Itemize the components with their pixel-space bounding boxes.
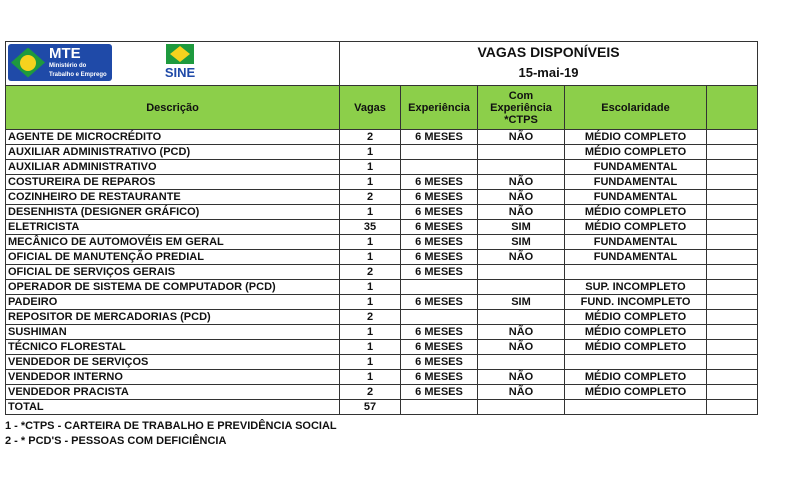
table-row — [6, 220, 758, 235]
row-vagas: 1 — [340, 145, 401, 160]
row-experiencia: 6 MESES — [401, 235, 478, 250]
row-escolaridade: MÉDIO COMPLETO — [565, 370, 707, 385]
row-empty — [707, 160, 758, 175]
row-experiencia: 6 MESES — [401, 265, 478, 280]
row-descricao: SUSHIMAN — [6, 325, 340, 340]
row-escolaridade: FUND. INCOMPLETO — [565, 295, 707, 310]
row-empty — [707, 295, 758, 310]
col-header-empty — [707, 86, 758, 130]
row-escolaridade: MÉDIO COMPLETO — [565, 145, 707, 160]
row-vagas: 1 — [340, 355, 401, 370]
row-empty — [707, 145, 758, 160]
row-descricao: OPERADOR DE SISTEMA DE COMPUTADOR (PCD) — [6, 280, 340, 295]
row-vagas: 1 — [340, 205, 401, 220]
row-vagas: 2 — [340, 130, 401, 145]
date-label: 15-mai-19 — [518, 65, 579, 80]
table-body — [6, 130, 758, 400]
footnotes — [5, 419, 337, 449]
row-escolaridade: MÉDIO COMPLETO — [565, 220, 707, 235]
row-descricao: AGENTE DE MICROCRÉDITO — [6, 130, 340, 145]
row-experiencia: 6 MESES — [401, 175, 478, 190]
vacancies-table — [5, 41, 758, 415]
row-descricao: AUXILIAR ADMINISTRATIVO (PCD) — [6, 145, 340, 160]
table-row — [6, 250, 758, 265]
row-vagas: 1 — [340, 175, 401, 190]
row-empty — [707, 190, 758, 205]
logo-cell — [6, 42, 340, 86]
table-row — [6, 385, 758, 400]
row-descricao: COZINHEIRO DE RESTAURANTE — [6, 190, 340, 205]
row-escolaridade: MÉDIO COMPLETO — [565, 340, 707, 355]
table-row — [6, 370, 758, 385]
row-descricao: DESENHISTA (DESIGNER GRÁFICO) — [6, 205, 340, 220]
row-vagas: 2 — [340, 310, 401, 325]
title-cell — [340, 42, 758, 86]
row-com-experiencia — [478, 265, 565, 280]
row-escolaridade — [565, 265, 707, 280]
table-row — [6, 190, 758, 205]
row-com-experiencia: NÃO — [478, 205, 565, 220]
sine-logo — [158, 44, 202, 84]
row-descricao: ELETRICISTA — [6, 220, 340, 235]
row-vagas: 1 — [340, 325, 401, 340]
row-com-experiencia: NÃO — [478, 370, 565, 385]
col-header-com-experiencia: Com Experiência *CTPS — [478, 86, 565, 130]
table-row — [6, 340, 758, 355]
row-com-experiencia: NÃO — [478, 385, 565, 400]
row-escolaridade: MÉDIO COMPLETO — [565, 205, 707, 220]
table-row — [6, 265, 758, 280]
row-descricao: VENDEDOR DE SERVIÇOS — [6, 355, 340, 370]
row-experiencia: 6 MESES — [401, 370, 478, 385]
brazil-flag-icon — [166, 44, 194, 64]
total-label: TOTAL — [6, 400, 340, 415]
row-empty — [707, 250, 758, 265]
title-row — [6, 42, 758, 86]
row-experiencia: 6 MESES — [401, 220, 478, 235]
column-header-row — [6, 86, 758, 130]
row-experiencia: 6 MESES — [401, 130, 478, 145]
row-escolaridade: MÉDIO COMPLETO — [565, 325, 707, 340]
row-escolaridade: MÉDIO COMPLETO — [565, 310, 707, 325]
row-escolaridade: FUNDAMENTAL — [565, 160, 707, 175]
row-empty — [707, 205, 758, 220]
row-empty — [707, 175, 758, 190]
row-descricao: MECÂNICO DE AUTOMOVÉIS EM GERAL — [6, 235, 340, 250]
row-escolaridade: FUNDAMENTAL — [565, 175, 707, 190]
col-header-escolaridade: Escolaridade — [565, 86, 707, 130]
row-escolaridade: SUP. INCOMPLETO — [565, 280, 707, 295]
row-com-experiencia: NÃO — [478, 190, 565, 205]
row-vagas: 1 — [340, 340, 401, 355]
table-row — [6, 280, 758, 295]
row-vagas: 2 — [340, 190, 401, 205]
row-vagas: 1 — [340, 370, 401, 385]
row-descricao: PADEIRO — [6, 295, 340, 310]
row-vagas: 1 — [340, 160, 401, 175]
table-row — [6, 145, 758, 160]
row-experiencia — [401, 310, 478, 325]
row-com-experiencia: NÃO — [478, 130, 565, 145]
row-experiencia: 6 MESES — [401, 340, 478, 355]
row-com-experiencia: SIM — [478, 220, 565, 235]
row-descricao: VENDEDOR INTERNO — [6, 370, 340, 385]
row-empty — [707, 370, 758, 385]
row-empty — [707, 235, 758, 250]
table-row — [6, 130, 758, 145]
row-com-experiencia: NÃO — [478, 250, 565, 265]
row-experiencia: 6 MESES — [401, 205, 478, 220]
page-title: VAGAS DISPONÍVEIS — [477, 44, 620, 60]
table-row — [6, 205, 758, 220]
vacancies-sheet — [5, 41, 757, 415]
sine-logo-text: SINE — [164, 65, 196, 80]
row-com-experiencia — [478, 355, 565, 370]
row-com-experiencia — [478, 310, 565, 325]
row-descricao: REPOSITOR DE MERCADORIAS (PCD) — [6, 310, 340, 325]
brazil-flag-icon — [11, 48, 45, 78]
row-experiencia — [401, 145, 478, 160]
row-vagas: 35 — [340, 220, 401, 235]
row-vagas: 1 — [340, 250, 401, 265]
total-row — [6, 400, 758, 415]
table-row — [6, 310, 758, 325]
row-experiencia — [401, 280, 478, 295]
row-escolaridade: MÉDIO COMPLETO — [565, 130, 707, 145]
row-experiencia — [401, 160, 478, 175]
row-escolaridade: FUNDAMENTAL — [565, 250, 707, 265]
row-empty — [707, 265, 758, 280]
row-empty — [707, 310, 758, 325]
col-header-experiencia: Experiência — [401, 86, 478, 130]
row-empty — [707, 340, 758, 355]
row-com-experiencia: NÃO — [478, 325, 565, 340]
table-row — [6, 355, 758, 370]
row-escolaridade: MÉDIO COMPLETO — [565, 385, 707, 400]
table-row — [6, 295, 758, 310]
table-row — [6, 160, 758, 175]
row-descricao: AUXILIAR ADMINISTRATIVO — [6, 160, 340, 175]
row-experiencia: 6 MESES — [401, 295, 478, 310]
total-vagas: 57 — [340, 400, 401, 415]
row-empty — [707, 325, 758, 340]
row-empty — [707, 355, 758, 370]
row-vagas: 1 — [340, 235, 401, 250]
row-experiencia: 6 MESES — [401, 325, 478, 340]
row-com-experiencia: NÃO — [478, 340, 565, 355]
row-descricao: TÉCNICO FLORESTAL — [6, 340, 340, 355]
mte-logo-text: MTE — [49, 44, 81, 62]
col-header-vagas: Vagas — [340, 86, 401, 130]
row-descricao: OFICIAL DE MANUTENÇÃO PREDIAL — [6, 250, 340, 265]
row-descricao: COSTUREIRA DE REPAROS — [6, 175, 340, 190]
row-vagas: 2 — [340, 265, 401, 280]
row-empty — [707, 130, 758, 145]
row-empty — [707, 385, 758, 400]
row-com-experiencia: SIM — [478, 295, 565, 310]
row-experiencia: 6 MESES — [401, 250, 478, 265]
row-experiencia: 6 MESES — [401, 355, 478, 370]
col-header-descricao: Descrição — [6, 86, 340, 130]
row-empty — [707, 280, 758, 295]
row-com-experiencia — [478, 145, 565, 160]
row-escolaridade — [565, 355, 707, 370]
footnote-ctps: 1 - *CTPS - CARTEIRA DE TRABALHO E PREVIDÊNCIA SOCIAL — [5, 420, 337, 432]
row-vagas: 1 — [340, 295, 401, 310]
table-row — [6, 325, 758, 340]
row-escolaridade: FUNDAMENTAL — [565, 190, 707, 205]
row-experiencia: 6 MESES — [401, 385, 478, 400]
row-com-experiencia: SIM — [478, 235, 565, 250]
row-escolaridade: FUNDAMENTAL — [565, 235, 707, 250]
row-com-experiencia: NÃO — [478, 175, 565, 190]
row-com-experiencia — [478, 160, 565, 175]
row-experiencia: 6 MESES — [401, 190, 478, 205]
footnote-pcd: 2 - * PCD'S - PESSOAS COM DEFICIÊNCIA — [5, 435, 227, 447]
row-com-experiencia — [478, 280, 565, 295]
row-descricao: OFICIAL DE SERVIÇOS GERAIS — [6, 265, 340, 280]
mte-logo: MTE Ministério do Trabalho e Emprego — [8, 44, 112, 81]
row-vagas: 2 — [340, 385, 401, 400]
row-descricao: VENDEDOR PRACISTA — [6, 385, 340, 400]
row-vagas: 1 — [340, 280, 401, 295]
row-empty — [707, 220, 758, 235]
table-row — [6, 175, 758, 190]
table-row — [6, 235, 758, 250]
